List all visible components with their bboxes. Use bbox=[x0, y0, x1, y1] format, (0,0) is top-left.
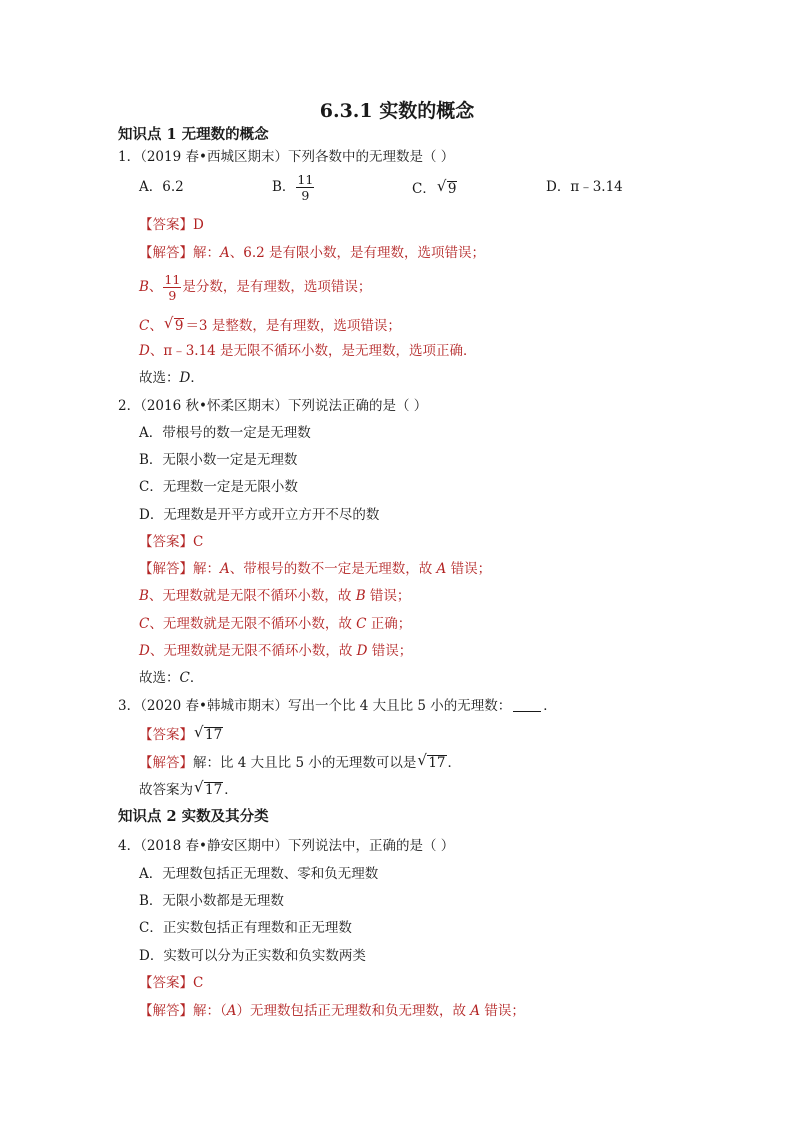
q3-answer-radicand: 17 bbox=[205, 727, 223, 743]
q3-answer-blank bbox=[513, 711, 541, 712]
q1-choose-suffix: ． bbox=[190, 370, 204, 386]
q4-solution-letter-a2: A bbox=[470, 1003, 481, 1019]
q2-solution-letter-c2: C bbox=[356, 616, 367, 632]
q3-solution-sqrt: √ 17 bbox=[417, 751, 446, 771]
q1-option-c-sqrt: √ 9 bbox=[436, 177, 457, 197]
q2-option-d: D．无理数是开平方或开立方开不尽的数 bbox=[139, 507, 380, 523]
q3-stem-text: 3．（2020 春•韩城市期末）写出一个比 4 大且比 5 小的无理数： bbox=[118, 698, 512, 714]
q1-answer-tag: 【答案】 bbox=[139, 217, 193, 233]
q1-option-b-numerator: 11 bbox=[297, 172, 314, 187]
q3-solution-radicand: 17 bbox=[428, 755, 446, 771]
q1-solution-numerator: 11 bbox=[164, 272, 181, 287]
q1-solution-letter-a: A bbox=[220, 245, 230, 261]
q2-solution-line-2 bbox=[139, 590, 410, 604]
q1-choose-prefix: 故选： bbox=[139, 370, 180, 386]
q1-solution-line-4 bbox=[139, 345, 477, 359]
q2-solution-prefix: 解： bbox=[193, 561, 220, 577]
q1-solution-prefix: 解： bbox=[193, 245, 220, 261]
section-heading-2: 知识点 2 实数及其分类 bbox=[118, 808, 269, 825]
q4-solution-line-1 bbox=[139, 1005, 525, 1019]
q1-solution-sep-b: 、 bbox=[148, 278, 163, 295]
q2-choose bbox=[139, 672, 203, 686]
q1-solution-sep-c: 、 bbox=[149, 318, 163, 334]
q3-stem bbox=[118, 700, 557, 714]
q4-option-b: B．无限小数都是无理数 bbox=[139, 893, 284, 909]
q4-answer bbox=[139, 977, 203, 991]
q2-option-a: A．带根号的数一定是无理数 bbox=[139, 425, 311, 441]
q4-solution-text-a: ）无理数包括正无理数和负无理数，故 bbox=[236, 1003, 471, 1019]
q2-solution-text-d: 、无理数就是无限不循环小数，故 bbox=[149, 643, 357, 659]
q2-solution-letter-a: A bbox=[220, 561, 230, 577]
q3-stem-end: ． bbox=[543, 698, 557, 714]
q2-solution-end-b: 错误； bbox=[365, 588, 411, 604]
q2-choose-suffix: ． bbox=[189, 670, 204, 686]
q2-choose-value: C bbox=[179, 670, 190, 686]
q2-solution-line-4 bbox=[139, 645, 412, 659]
q1-solution-letter-c: C bbox=[139, 318, 150, 334]
q4-answer-tag: 【答案】 bbox=[139, 975, 193, 991]
q1-option-b-label: B． bbox=[272, 178, 296, 195]
q1-solution-letter-d: D bbox=[139, 343, 150, 359]
q1-answer bbox=[139, 219, 204, 233]
q1-option-c-radicand: 9 bbox=[447, 181, 457, 197]
q1-solution-line-3 bbox=[139, 314, 401, 334]
q1-answer-value: D bbox=[193, 217, 204, 233]
page-title: 6.3.1 实数的概念 bbox=[319, 100, 475, 122]
q1-solution-text-d: 、π﹣3.14 是无限不循环小数，是无理数，选项正确． bbox=[149, 343, 477, 359]
q4-option-d: D．实数可以分为正实数和负实数两类 bbox=[139, 948, 366, 964]
q3-solution-tag: 【解答】 bbox=[139, 755, 193, 771]
q2-solution-letter-d2: D bbox=[356, 643, 368, 659]
q1-solution-tag: 【解答】 bbox=[139, 245, 193, 261]
q2-option-c: C．无理数一定是无限小数 bbox=[139, 479, 298, 495]
q1-option-b bbox=[272, 172, 315, 203]
q3-final-sqrt: √ 17 bbox=[194, 778, 223, 798]
q1-choose bbox=[139, 372, 204, 386]
q4-option-a: A．无理数包括正无理数、零和负无理数 bbox=[139, 866, 379, 882]
q4-solution-letter-a: A bbox=[226, 1003, 237, 1019]
q1-option-b-fraction bbox=[296, 172, 314, 203]
q1-solution-text-b: 是分数，是有理数，选项错误； bbox=[182, 278, 372, 295]
q2-solution-end-d: 错误； bbox=[367, 643, 413, 659]
q4-option-c: C．正实数包括正有理数和正无理数 bbox=[139, 920, 352, 936]
q1-solution-fraction bbox=[163, 272, 181, 303]
q1-solution-line-2 bbox=[139, 272, 371, 303]
q1-solution-text-a: 、6.2 是有限小数，是有理数，选项错误； bbox=[229, 245, 486, 261]
q3-final-prefix: 故答案为 bbox=[139, 782, 193, 798]
q1-solution-radicand: 9 bbox=[174, 318, 184, 334]
q1-solution-letter-b: B bbox=[139, 278, 149, 295]
q1-solution-line-1 bbox=[139, 247, 485, 261]
q2-stem: 2．（2016 秋•怀柔区期末）下列说法正确的是（ ） bbox=[118, 398, 428, 414]
q2-solution-text-a: 、带根号的数不一定是无理数，故 bbox=[229, 561, 437, 577]
q3-solution-end: ． bbox=[447, 755, 462, 771]
q2-solution-letter-b: B bbox=[139, 588, 149, 604]
q4-answer-value: C bbox=[193, 975, 204, 991]
q2-solution-letter-d: D bbox=[139, 643, 150, 659]
q2-solution-text-b: 、无理数就是无限不循环小数，故 bbox=[148, 588, 356, 604]
q1-option-d: D．π﹣3.14 bbox=[546, 179, 623, 195]
q2-solution-letter-c: C bbox=[139, 616, 150, 632]
q1-option-c bbox=[412, 177, 458, 197]
q2-answer-tag: 【答案】 bbox=[139, 534, 193, 550]
q2-choose-prefix: 故选： bbox=[139, 670, 180, 686]
q2-solution-text-c: 、无理数就是无限不循环小数，故 bbox=[149, 616, 357, 632]
q3-final bbox=[139, 778, 238, 798]
q3-final-radicand: 17 bbox=[205, 782, 223, 798]
q3-solution bbox=[139, 751, 462, 771]
q1-solution-denominator: 9 bbox=[168, 288, 177, 303]
q1-option-c-label: C． bbox=[412, 181, 436, 197]
q2-solution-end-c: 正确； bbox=[366, 616, 412, 632]
q2-answer-value: C bbox=[193, 534, 204, 550]
q4-solution-prefix: 解：（ bbox=[193, 1003, 227, 1019]
q1-option-a: A．6.2 bbox=[139, 179, 184, 195]
q3-answer-tag: 【答案】 bbox=[139, 727, 193, 743]
q2-solution-letter-b2: B bbox=[355, 588, 366, 604]
q2-solution-end-a: 错误； bbox=[446, 561, 492, 577]
q1-solution-text-c: ＝3 是整数，是有理数，选项错误； bbox=[185, 318, 401, 334]
q4-solution-end-a: 错误； bbox=[480, 1003, 525, 1019]
q2-option-b: B．无限小数一定是无理数 bbox=[139, 452, 298, 468]
q4-solution-tag: 【解答】 bbox=[139, 1003, 193, 1019]
q2-solution-line-3 bbox=[139, 618, 411, 632]
q1-stem: 1．（2019 春•西城区期末）下列各数中的无理数是（ ） bbox=[118, 149, 455, 165]
q1-solution-sqrt: √ 9 bbox=[163, 314, 184, 334]
q2-solution-letter-a2: A bbox=[436, 561, 447, 577]
q3-answer-sqrt: √ 17 bbox=[194, 723, 223, 743]
q3-solution-text: 解：比 4 大且比 5 小的无理数可以是 bbox=[193, 755, 417, 771]
section-heading-1: 知识点 1 无理数的概念 bbox=[118, 126, 269, 143]
q1-choose-value: D bbox=[179, 370, 191, 386]
q4-stem: 4．（2018 春•静安区期中）下列说法中，正确的是（ ） bbox=[118, 838, 455, 854]
q2-answer bbox=[139, 536, 203, 550]
q1-option-b-denominator: 9 bbox=[301, 188, 310, 203]
q2-solution-tag: 【解答】 bbox=[139, 561, 193, 577]
q3-answer bbox=[139, 723, 224, 743]
q2-solution-line-1 bbox=[139, 563, 491, 577]
q3-final-end: ． bbox=[224, 782, 238, 798]
